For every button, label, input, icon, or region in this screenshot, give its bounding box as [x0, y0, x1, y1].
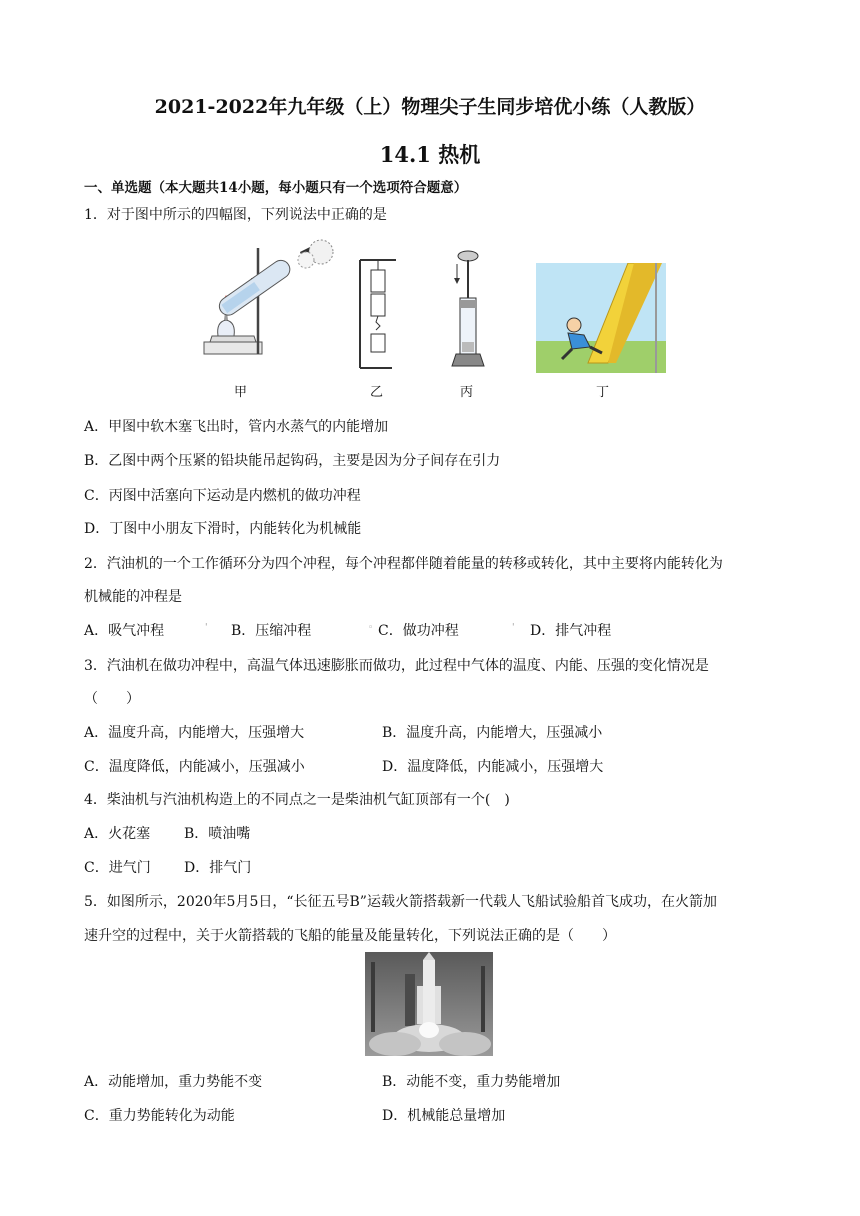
figure-label-yi: 乙 — [370, 385, 384, 400]
question-1-option-c: C．丙图中活塞向下运动是内燃机的做功冲程 — [84, 488, 361, 504]
scan-mark: ' — [205, 623, 208, 633]
question-2-option-d: D．排气冲程 — [530, 623, 612, 639]
question-2-stem-line-2: 机械能的冲程是 — [84, 589, 182, 605]
section-title: 14.1 热机 — [379, 142, 481, 167]
question-3-stem-line-1: 3．汽油机在做功冲程中，高温气体迅速膨胀而做功，此过程中气体的温度、内能、压强的变化情况是 — [84, 658, 709, 674]
question-1-option-d: D．丁图中小朋友下滑时，内能转化为机械能 — [84, 521, 362, 537]
question-1-option-b: B．乙图中两个压紧的铅块能吊起钩码，主要是因为分子间存在引力 — [84, 453, 501, 469]
rocket-launch-photo — [365, 952, 493, 1056]
figure-label-ding: 丁 — [596, 385, 610, 400]
scan-mark: ◦ — [368, 623, 374, 633]
question-4-option-c: C．进气门 — [84, 860, 151, 876]
question-2-option-b: B．压缩冲程 — [231, 623, 312, 639]
question-1-option-a: A．甲图中软木塞飞出时，管内水蒸气的内能增加 — [84, 419, 389, 435]
question-4-option-a: A．火花塞 — [84, 826, 151, 842]
scan-mark: ' — [512, 623, 515, 633]
question-5-option-b: B．动能不变，重力势能增加 — [382, 1074, 561, 1090]
figure-label-bing: 丙 — [460, 385, 474, 400]
question-1-stem: 1．对于图中所示的四幅图，下列说法中正确的是 — [84, 207, 387, 223]
test-tube-apparatus-icon — [196, 238, 346, 368]
question-2-option-a: A．吸气冲程 — [84, 623, 165, 639]
document-title: 2021-2022年九年级（上）物理尖子生同步培优小练（人教版） — [154, 96, 706, 118]
question-2-option-c: C．做功冲程 — [378, 623, 459, 639]
question-2-stem-line-1: 2．汽油机的一个工作循环分为四个冲程，每个冲程都伴随着能量的转移或转化，其中主要将内能转化为 — [84, 556, 723, 572]
question-3-option-b: B．温度升高，内能增大，压强减小 — [382, 725, 603, 741]
piston-cylinder-icon — [448, 250, 488, 374]
child-slide-icon — [536, 263, 666, 373]
question-5-option-c: C．重力势能转化为动能 — [84, 1108, 235, 1124]
question-4-option-d: D．排气门 — [184, 860, 252, 876]
lead-blocks-icon — [352, 256, 404, 372]
question-5-option-a: A．动能增加，重力势能不变 — [84, 1074, 263, 1090]
question-5-option-d: D．机械能总量增加 — [382, 1108, 506, 1124]
question-5-stem-line-1: 5．如图所示，2020年5月5日，“长征五号B”运载火箭搭载新一代载人飞船试验船首飞成功，在火箭加 — [84, 894, 717, 910]
question-3-stem-line-2: （ ） — [84, 691, 140, 707]
question-3-option-a: A．温度升高，内能增大，压强增大 — [84, 725, 305, 741]
part-heading: 一、单选题（本大题共14小题，每小题只有一个选项符合题意） — [84, 180, 468, 196]
figure-label-jia: 甲 — [234, 385, 248, 400]
question-5-stem-line-2: 速升空的过程中，关于火箭搭载的飞船的能量及能量转化，下列说法正确的是（ ） — [84, 928, 616, 944]
question-4-option-b: B．喷油嘴 — [184, 826, 251, 842]
question-4-stem: 4．柴油机与汽油机构造上的不同点之一是柴油机气缸顶部有一个( ) — [84, 792, 510, 808]
question-3-option-d: D．温度降低，内能减小，压强增大 — [382, 759, 604, 775]
question-3-option-c: C．温度降低，内能减小，压强减小 — [84, 759, 305, 775]
